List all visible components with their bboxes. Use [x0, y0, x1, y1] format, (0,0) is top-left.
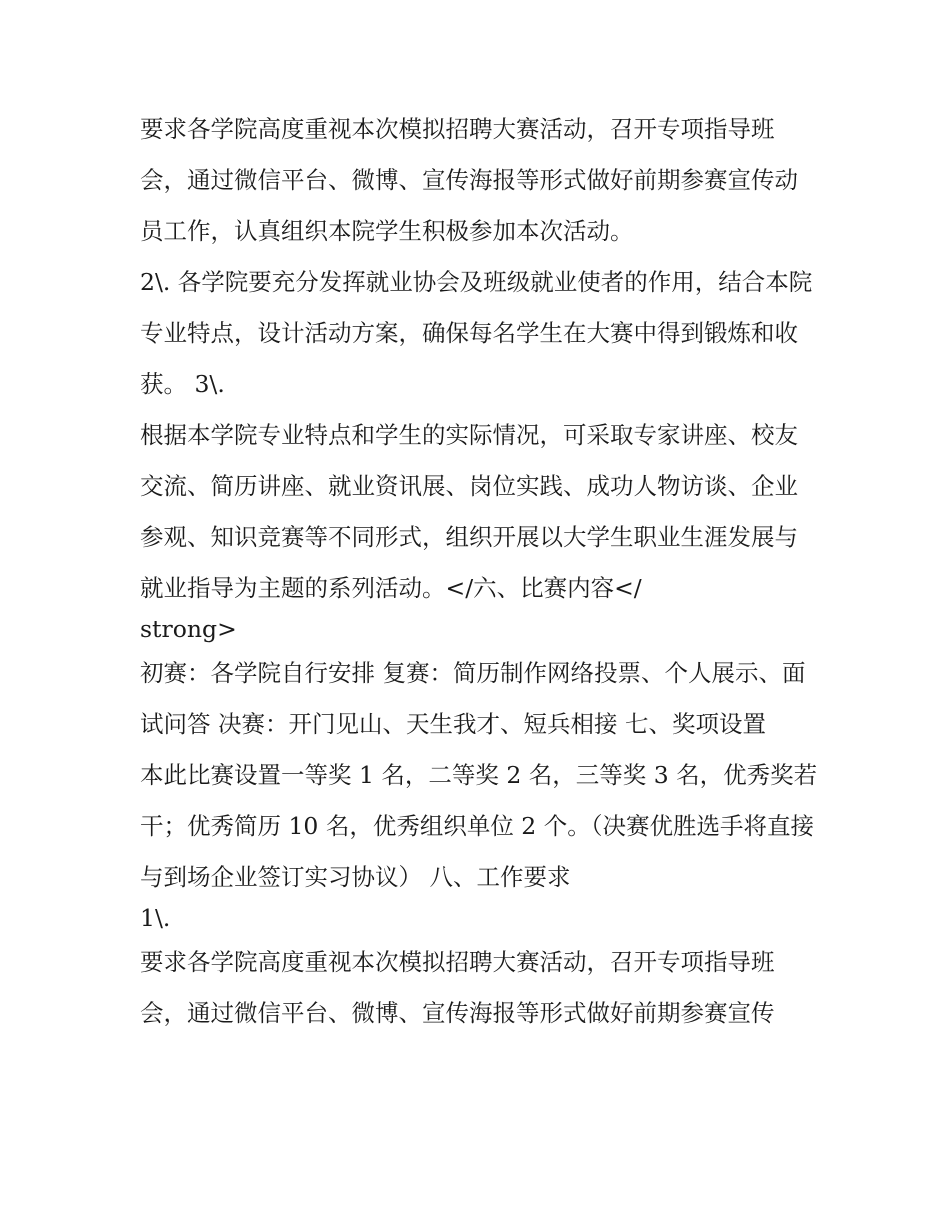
document-page	[140, 104, 820, 1039]
paragraph-item-1: 1\.	[140, 904, 171, 932]
paragraph-awards: 本此比赛设置一等奖 1 名，二等奖 2 名，三等奖 3 名，优秀奖若干；优秀简历 10 名，优秀组织单位 2 个。（决赛优胜选手将直接与到场企业签订实习协议） 八、工作要求	[140, 761, 818, 891]
paragraph-requirement-repeat: 要求各学院高度重视本次模拟招聘大赛活动，召开专项指导班会，通过微信平台、微博、宣传海报等形式做好前期参赛宣传	[140, 948, 775, 1027]
paragraph-item-3: 根据本学院专业特点和学生的实际情况，可采取专家讲座、校友交流、简历讲座、就业资讯展、岗位实践、成功人物访谈、企业参观、知识竞赛等不同形式，组织开展以大学生职业生涯发展与就业指导为主题的系列活动。</六、比赛内容</	[140, 421, 798, 602]
paragraph-competition-content: 初赛：各学院自行安排 复赛：简历制作网络投票、个人展示、面试问答 决赛：开门见山、天生我才、短兵相接 七、奖项设置	[140, 659, 806, 738]
paragraph-strong-tag: strong>	[140, 615, 237, 643]
paragraph-item-2: 2\. 各学院要充分发挥就业协会及班级就业使者的作用，结合本院专业特点，设计活动方案，确保每名学生在大赛中得到锻炼和收获。 3\.	[140, 268, 813, 398]
paragraph-requirement-intro: 要求各学院高度重视本次模拟招聘大赛活动，召开专项指导班会，通过微信平台、微博、宣传海报等形式做好前期参赛宣传动员工作，认真组织本院学生积极参加本次活动。	[140, 115, 798, 245]
